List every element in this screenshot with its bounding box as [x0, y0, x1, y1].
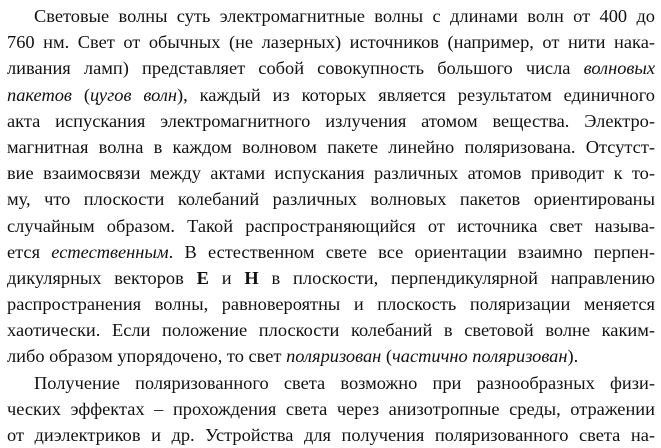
text-line: магнитная волна в каждом волновом пакете линейно поляризована. Отсутст- — [7, 136, 655, 157]
italic-term: частично поляризован — [392, 346, 568, 367]
italic-term: цугов волн — [89, 84, 177, 105]
text-line: распространения волны, равновероятны и плоскость поляризации меняется — [7, 294, 655, 315]
text-line: от диэлектриков и др. Устройства для получения поляризованного света на- — [7, 425, 655, 445]
text-line: случайным образом. Такой распространяющийся от источника свет называ- — [7, 215, 655, 236]
italic-term: волновых — [583, 58, 655, 79]
text-line: акта испускания электромагнитного излучения атомом вещества. Электро- — [7, 110, 655, 131]
text-line: ется естественным. В естественном свете все ориентации взаимно перпен- — [7, 241, 655, 262]
text-line: либо образом упорядочено, то свет поляризован (частично поляризован). — [7, 346, 579, 367]
paragraph-2 — [7, 370, 655, 448]
vector-e-bold: E — [196, 267, 209, 288]
text-line: му, что плоскости колебаний различных волновых пакетов ориентированы — [7, 189, 655, 210]
text-line: 760 нм. Свет от обычных (не лазерных) источников (например, от нити нака- — [7, 32, 655, 53]
text-line: Световые волны суть электромагнитные волны с длинами волн от 400 до — [34, 6, 655, 26]
text-line: ческих эффектах – прохождения света через анизотропные среды, отражении — [7, 398, 655, 419]
text-line: хаотически. Если положение плоскости колебаний в световой волне каким- — [7, 320, 655, 341]
italic-term: пакетов — [7, 84, 72, 105]
italic-term: естественным — [51, 241, 169, 262]
document-page — [7, 0, 655, 448]
text-line: вие взаимосвязи между актами испускания различных атомов приводит к то- — [7, 163, 655, 184]
text-line: ливания ламп) представляет собой совокупность большого числа волновых — [7, 58, 655, 79]
paragraph-1 — [7, 3, 655, 370]
vector-h-bold: H — [244, 267, 259, 288]
text-line: дикулярных векторов E и H в плоскости, перпендикулярной направлению — [7, 267, 655, 288]
text-line: пакетов (цугов волн), каждый из которых является результатом единичного — [7, 84, 655, 105]
text-line: Получение поляризованного света возможно при разнообразных физи- — [34, 372, 655, 393]
italic-term: поляризован — [286, 346, 382, 367]
